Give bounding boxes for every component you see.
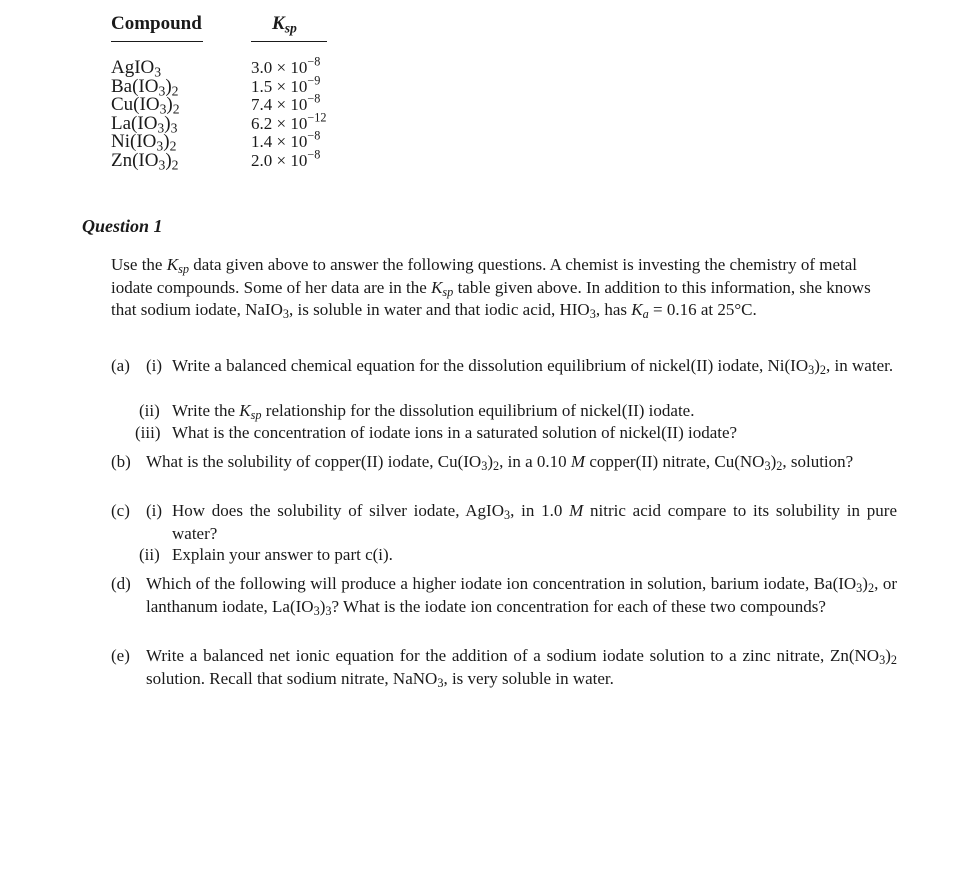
ksp-column xyxy=(251,54,327,171)
part-d-text: Which of the following will produce a higher iodate ion concentration in solution, barium iodate, $Ba(IO_3)_2$, or lanthanum iodate, $La(IO_3)_3$? What is the iodate ion concentration for each of these two compounds? xyxy=(146,574,897,618)
question-title: Question 1 xyxy=(82,216,163,236)
part-e-text: Write a balanced net ionic equation for the addition of a sodium iodate solution to a zinc nitrate, $Zn(NO_3)_2$ solution. Recall that sodium nitrate, NaNO$_3$, is very soluble in water. xyxy=(146,646,897,690)
part-a-i-text: Write a balanced chemical equation for the dissolution equilibrium of nickel(II) iodate, $Ni(IO_3)_2$, in water. xyxy=(172,356,894,378)
part-a-iii-text: What is the concentration of iodate ions in a saturated solution of nickel(II) iodate? xyxy=(172,423,738,442)
compound-column-header: Compound xyxy=(111,13,202,34)
compound-cell: $Cu(IO_3)_2$ xyxy=(111,94,180,117)
part-a-i-label: (i) xyxy=(146,356,163,375)
question-intro: Use the $K_{sp}$ data given above to answer the following questions. A chemist is investing the chemistry of metal iodate compounds. Some of her data are in the $K_{sp}$ table given above. In addition to this information, she knows that sodium iodate, NaIO$_3$, is soluble in water and that iodic acid, $HIO_3$, has $K_a = 0.16$ at 25°C. xyxy=(111,255,871,322)
ksp-cell: $2.0 \times 10^{-8}$ xyxy=(251,147,321,170)
part-c-label: (c) xyxy=(111,501,130,520)
part-a-label: (a) xyxy=(111,356,130,375)
part-c-ii-text: Explain your answer to part c(i). xyxy=(172,545,393,564)
ksp-cell: $3.0 \times 10^{-8}$ xyxy=(251,54,321,77)
part-c-i-label: (i) xyxy=(146,501,163,520)
part-d-label: (d) xyxy=(111,574,131,593)
compound-cell: $Ni(IO_3)_2$ xyxy=(111,131,177,154)
part-a-ii-label: (ii) xyxy=(139,401,160,420)
part-b-text: What is the solubility of copper(II) iodate, $Cu(IO_3)_2$, in a 0.10 M copper(II) nitrate, $Cu(NO_3)_2$, solution? xyxy=(146,452,854,474)
part-a-iii-label: (iii) xyxy=(135,423,161,442)
part-e-label: (e) xyxy=(111,646,130,665)
compound-header-rule xyxy=(111,41,203,42)
part-b-label: (b) xyxy=(111,452,131,471)
ksp-cell: $7.4 \times 10^{-8}$ xyxy=(251,91,321,115)
ksp-cell: $1.4 \times 10^{-8}$ xyxy=(251,129,321,152)
compound-cell: AgIO$_3$ xyxy=(111,57,162,80)
ksp-header-rule xyxy=(251,41,327,42)
compound-cell: $Ba(IO_3)_2$ xyxy=(111,75,179,98)
ksp-cell: $6.2 \times 10^{-12}$ xyxy=(251,110,327,133)
part-c-ii-label: (ii) xyxy=(139,545,160,564)
compound-cell: $Zn(IO_3)_2$ xyxy=(111,149,179,173)
compound-column xyxy=(111,59,180,171)
ksp-cell: $1.5 \times 10^{-9}$ xyxy=(251,73,321,96)
ksp-column-header: $K_{sp}$ xyxy=(272,13,297,36)
compound-cell: $La(IO_3)_3$ xyxy=(111,112,178,136)
part-c-i-text: How does the solubility of silver iodate, AgIO$_3$, in 1.0 M nitric acid compare to its solubility in pure water? xyxy=(172,501,897,543)
part-a-ii-text: Write the $K_{sp}$ relationship for the dissolution equilibrium of nickel(II) iodate. xyxy=(172,401,695,423)
